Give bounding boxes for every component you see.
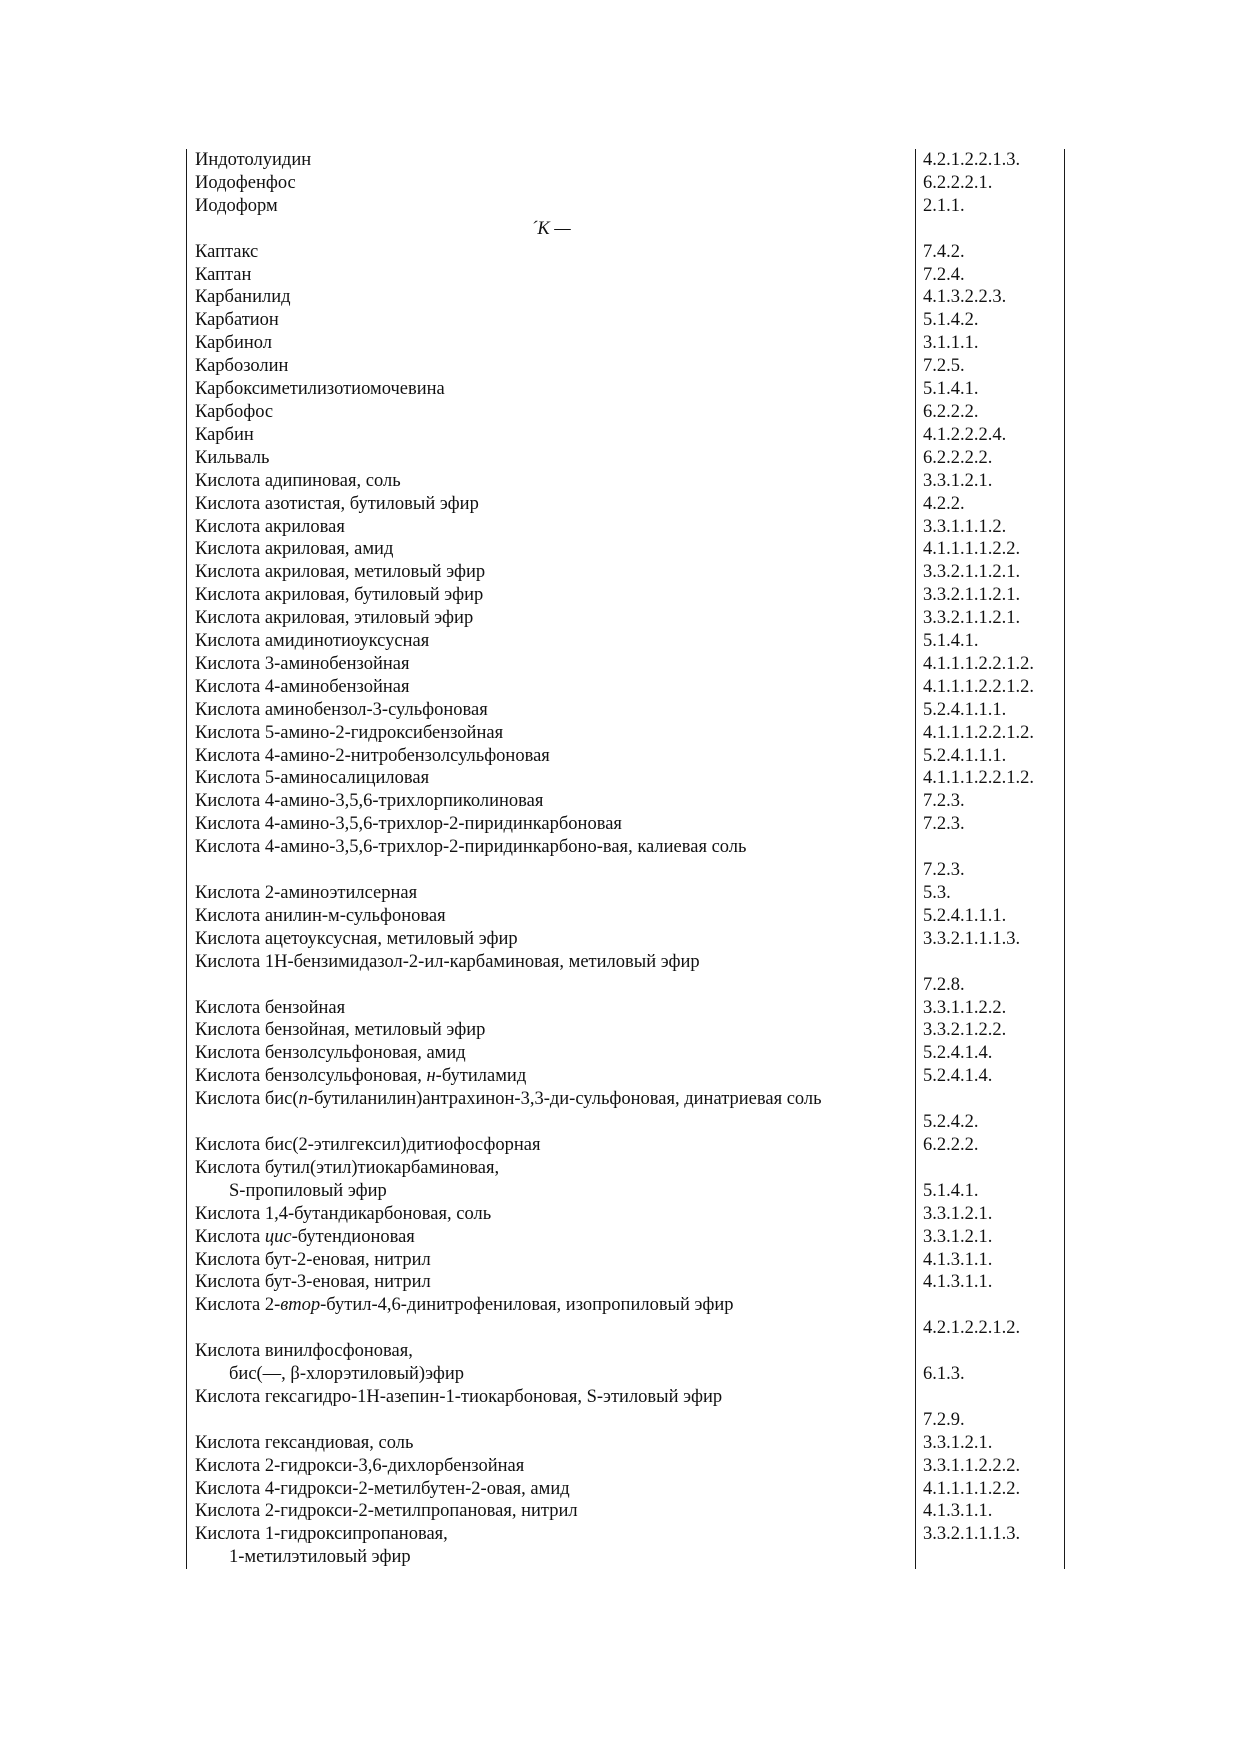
- classification-code: 7.2.8.: [923, 974, 965, 995]
- classification-code: 4.1.1.1.1.2.2.: [923, 539, 1021, 560]
- table-row: [187, 561, 1064, 584]
- substance-name: [187, 1478, 916, 1501]
- classification-code: 7.2.4.: [923, 264, 965, 285]
- classification-code: 7.4.2.: [923, 241, 965, 262]
- substance-name: [187, 1111, 916, 1134]
- table-row: [187, 1317, 1064, 1340]
- substance-name-part: S-пропиловый эфир: [229, 1180, 387, 1201]
- classification-code: 5.2.4.2.: [923, 1112, 979, 1133]
- table-row: [187, 1203, 1064, 1226]
- table-row: [187, 470, 1064, 493]
- substance-name: [187, 1340, 916, 1363]
- substance-name: [187, 172, 916, 195]
- substance-name-part: Кислота бензолсульфоновая, амид: [195, 1043, 466, 1064]
- classification-code: 5.1.4.1.: [923, 379, 979, 400]
- substance-name-part: Кислота 1,4-бутандикарбоновая, соль: [195, 1203, 492, 1224]
- table-row: [187, 1340, 1064, 1363]
- table-row: [187, 676, 1064, 699]
- substance-name: [187, 470, 916, 493]
- substance-name-part: Кислота бензойная, метиловый эфир: [195, 1020, 486, 1041]
- substance-name-part: Кислота азотистая, бутиловый эфир: [195, 493, 479, 514]
- table-row: [187, 584, 1064, 607]
- table-row: [187, 241, 1064, 264]
- table-row: [187, 767, 1064, 790]
- substance-name: [187, 149, 916, 172]
- substance-name-part: Кислота 1Н-бензимидазол-2-ил-карбаминовая, метиловый эфир: [195, 951, 700, 972]
- substance-name: [187, 859, 916, 882]
- classification-code: 5.2.4.1.1.1.: [923, 699, 1007, 720]
- substance-name: [187, 332, 916, 355]
- table-row: [187, 974, 1064, 997]
- table-row: [187, 149, 1064, 172]
- substance-name: [187, 1042, 916, 1065]
- substance-name-italic-part: цис: [264, 1226, 292, 1247]
- classification-code: 3.3.1.2.1.: [923, 470, 993, 491]
- substance-name: [187, 653, 916, 676]
- substance-name-part: Кислота аминобензол-3-сульфоновая: [195, 699, 488, 720]
- classification-code: 4.2.2.: [923, 493, 965, 514]
- substance-name: [187, 974, 916, 997]
- substance-name-part: Кислота акриловая: [195, 516, 345, 537]
- substance-name: [187, 1157, 916, 1180]
- index-table: [186, 149, 1065, 1569]
- substance-name-part: Каптан: [195, 264, 252, 285]
- substance-name: [187, 1363, 916, 1386]
- substance-name-part: Карбатион: [195, 310, 279, 331]
- table-row: [187, 745, 1064, 768]
- substance-name-part: Кислота акриловая, этиловый эфир: [195, 608, 474, 629]
- substance-name: [187, 1226, 916, 1249]
- classification-code: [916, 836, 1064, 859]
- substance-name-part: Кислота акриловая, метиловый эфир: [195, 562, 486, 583]
- table-row: [187, 653, 1064, 676]
- table-row: [187, 1386, 1064, 1409]
- classification-code: 4.1.3.1.1.: [923, 1501, 993, 1522]
- substance-name: [187, 1065, 916, 1088]
- substance-name-part: Карбофос: [195, 401, 274, 422]
- classification-code: 4.1.1.1.2.2.1.2.: [923, 653, 1034, 674]
- classification-code: 3.3.1.1.2.2.: [923, 997, 1007, 1018]
- substance-name-part: Кислота гександиовая, соль: [195, 1432, 414, 1453]
- classification-code: 5.2.4.1.1.1.: [923, 745, 1007, 766]
- substance-name-part: Кислота 4-аминобензойная: [195, 676, 410, 697]
- substance-name: [187, 1386, 916, 1409]
- substance-name: [187, 1546, 916, 1569]
- substance-name: [187, 1409, 916, 1432]
- classification-code: 4.1.1.1.2.2.1.2.: [923, 768, 1034, 789]
- substance-name: [187, 1523, 916, 1546]
- classification-code: 6.2.2.2.: [923, 401, 979, 422]
- table-row: [187, 928, 1064, 951]
- substance-name: [187, 241, 916, 264]
- table-row: [187, 882, 1064, 905]
- classification-code: 4.1.1.1.1.2.2.: [923, 1478, 1021, 1499]
- substance-name: [187, 447, 916, 470]
- table-row: [187, 401, 1064, 424]
- table-row: [187, 1455, 1064, 1478]
- table-row: [187, 1294, 1064, 1317]
- classification-code: 7.2.3.: [923, 814, 965, 835]
- classification-code: 3.3.1.1.2.2.2.: [923, 1455, 1021, 1476]
- table-row: [187, 1523, 1064, 1546]
- substance-name-part: Иодоформ: [195, 195, 278, 216]
- substance-name: [187, 401, 916, 424]
- substance-name: [187, 1203, 916, 1226]
- substance-name: [187, 378, 916, 401]
- substance-name: [187, 928, 916, 951]
- section-header-row: [187, 218, 1064, 241]
- substance-name-part: бис(—, β-хлорэтиловый)эфир: [229, 1364, 465, 1385]
- substance-name-part: Кислота адипиновая, соль: [195, 470, 401, 491]
- table-row: [187, 355, 1064, 378]
- substance-name-part: Карбоксиметилизотиомочевина: [195, 379, 445, 400]
- substance-name: [187, 997, 916, 1020]
- substance-name: [187, 813, 916, 836]
- table-row: [187, 309, 1064, 332]
- substance-name-part: Кислота акриловая, бутиловый эфир: [195, 585, 484, 606]
- substance-name-italic-part: втор: [280, 1295, 321, 1316]
- table-row: [187, 1409, 1064, 1432]
- classification-code: [916, 218, 1064, 241]
- substance-name-part: Карбанилид: [195, 287, 291, 308]
- substance-name: [187, 836, 916, 859]
- substance-name-part: Кислота 2-аминоэтилсерная: [195, 883, 418, 903]
- substance-name: [187, 905, 916, 928]
- classification-code: 3.3.2.1.1.2.1.: [923, 562, 1021, 583]
- substance-name: [187, 767, 916, 790]
- substance-name-part: -бутиламид: [435, 1066, 527, 1087]
- substance-name: [187, 424, 916, 447]
- substance-name: [187, 630, 916, 653]
- table-row: [187, 607, 1064, 630]
- table-row: [187, 1019, 1064, 1042]
- substance-name-part: Кислота 4-амино-3,5,6-трихлор-2-пиридинкарбоно-вая, калиевая соль: [195, 837, 747, 858]
- classification-code: 5.2.4.1.1.1.: [923, 905, 1007, 926]
- classification-code: 3.1.1.1.: [923, 333, 979, 354]
- table-row: [187, 538, 1064, 561]
- substance-name-part: Кислота ацетоуксусная, метиловый эфир: [195, 928, 518, 949]
- table-row: [187, 264, 1064, 287]
- table-row: [187, 722, 1064, 745]
- table-row: [187, 630, 1064, 653]
- table-row: [187, 905, 1064, 928]
- classification-code: 3.3.1.2.1.: [923, 1203, 993, 1224]
- classification-code: 2.1.1.: [923, 195, 965, 216]
- table-row: [187, 493, 1064, 516]
- substance-name-part: Кислота 5-аминосалициловая: [195, 768, 430, 789]
- classification-code: 4.1.1.1.2.2.1.2.: [923, 722, 1034, 743]
- classification-code: 5.3.: [923, 883, 951, 903]
- classification-code: 4.2.1.2.2.1.2.: [923, 1318, 1021, 1339]
- substance-name-part: Кислота 2-: [195, 1295, 281, 1316]
- substance-name: [187, 699, 916, 722]
- classification-code: 7.2.3.: [923, 860, 965, 881]
- classification-code: 5.1.4.1.: [923, 631, 979, 652]
- substance-name: [187, 1432, 916, 1455]
- substance-name-part: Кислота бензойная: [195, 997, 346, 1018]
- classification-code: [916, 1294, 1064, 1317]
- table-row: [187, 790, 1064, 813]
- table-row: [187, 997, 1064, 1020]
- classification-code: 6.2.2.2.2.: [923, 447, 993, 468]
- substance-name: [187, 355, 916, 378]
- substance-name-part: Кислота: [195, 1226, 265, 1247]
- substance-name: [187, 1294, 916, 1317]
- table-row: [187, 1226, 1064, 1249]
- substance-name-part: Кислота 4-гидрокси-2-метилбутен-2-овая, амид: [195, 1478, 570, 1499]
- substance-name-part: Кислота 4-амино-3,5,6-трихлор-2-пиридинкарбоновая: [195, 814, 622, 835]
- substance-name: [187, 1180, 916, 1203]
- substance-name-part: Кислота акриловая, амид: [195, 539, 394, 560]
- substance-name-part: Кислота 2-гидрокси-3,6-дихлорбензойная: [195, 1455, 525, 1476]
- table-row: [187, 813, 1064, 836]
- table-row: [187, 1249, 1064, 1272]
- section-title: ´К —: [187, 218, 916, 241]
- table-row: [187, 1363, 1064, 1386]
- substance-name-part: Иодофенфос: [195, 172, 296, 193]
- substance-name-part: Кислота 1-гидроксипропановая,: [195, 1524, 448, 1545]
- substance-name-part: -бутиланилин)антрахинон-3,3-ди-сульфоновая, динатриевая соль: [307, 1089, 822, 1110]
- table-row: [187, 951, 1064, 974]
- substance-name: [187, 286, 916, 309]
- classification-code: 3.3.1.2.1.: [923, 1226, 993, 1247]
- substance-name-part: Индотолуидин: [195, 150, 312, 170]
- classification-code: [916, 1340, 1064, 1363]
- substance-name-part: Кислота 2-гидрокси-2-метилпропановая, нитрил: [195, 1501, 578, 1522]
- table-row: [187, 1088, 1064, 1111]
- substance-name: [187, 745, 916, 768]
- classification-code: 6.2.2.2.1.: [923, 172, 993, 193]
- substance-name: [187, 951, 916, 974]
- classification-code: [916, 1546, 1064, 1569]
- substance-name: [187, 607, 916, 630]
- classification-code: 4.2.1.2.2.1.3.: [923, 150, 1021, 170]
- table-row: [187, 1546, 1064, 1569]
- table-row: [187, 172, 1064, 195]
- substance-name: [187, 584, 916, 607]
- substance-name-part: Каптакс: [195, 241, 259, 262]
- classification-code: 6.1.3.: [923, 1364, 965, 1385]
- substance-name-part: Кислота винилфосфоновая,: [195, 1341, 413, 1362]
- substance-name-part: -бутендионовая: [291, 1226, 415, 1247]
- classification-code: 3.3.2.1.1.2.1.: [923, 608, 1021, 629]
- table-row: [187, 859, 1064, 882]
- substance-name-part: Кислота гексагидро-1Н-азепин-1-тиокарбоновая, S-этиловый эфир: [195, 1386, 723, 1407]
- table-row: [187, 1134, 1064, 1157]
- table-row: [187, 1157, 1064, 1180]
- classification-code: 4.1.1.1.2.2.1.2.: [923, 676, 1034, 697]
- substance-name: [187, 676, 916, 699]
- table-row: [187, 1478, 1064, 1501]
- substance-name-part: Карбозолин: [195, 356, 289, 377]
- classification-code: [916, 1088, 1064, 1111]
- substance-name: [187, 561, 916, 584]
- table-row: [187, 286, 1064, 309]
- substance-name: [187, 309, 916, 332]
- table-row: [187, 1042, 1064, 1065]
- substance-name-part: Кислота 5-амино-2-гидроксибензойная: [195, 722, 504, 743]
- table-row: [187, 378, 1064, 401]
- classification-code: 7.2.5.: [923, 356, 965, 377]
- substance-name-part: 1-метилэтиловый эфир: [229, 1547, 411, 1568]
- substance-name-part: Кислота бутил(этил)тиокарбаминовая,: [195, 1157, 500, 1178]
- substance-name: [187, 516, 916, 539]
- substance-name: [187, 264, 916, 287]
- table-row: [187, 1180, 1064, 1203]
- classification-code: 3.3.2.1.1.1.3.: [923, 1524, 1021, 1545]
- table-row: [187, 424, 1064, 447]
- classification-code: 4.1.2.2.2.4.: [923, 424, 1007, 445]
- substance-name-italic-part: н: [426, 1066, 436, 1087]
- substance-name: [187, 1249, 916, 1272]
- substance-name-italic-part: п: [298, 1089, 308, 1110]
- classification-code: 4.1.3.2.2.3.: [923, 287, 1007, 308]
- substance-name: [187, 790, 916, 813]
- substance-name-part: Карбинол: [195, 333, 273, 354]
- classification-code: 6.2.2.2.: [923, 1134, 979, 1155]
- classification-code: 3.3.1.2.1.: [923, 1432, 993, 1453]
- substance-name: [187, 538, 916, 561]
- substance-name-part: Кислота 4-амино-2-нитробензолсульфоновая: [195, 745, 550, 766]
- table-row: [187, 516, 1064, 539]
- table-row: [187, 1065, 1064, 1088]
- substance-name: [187, 1500, 916, 1523]
- substance-name-part: -бутил-4,6-динитрофениловая, изопропиловый эфир: [320, 1295, 734, 1316]
- classification-code: 3.3.2.1.1.2.1.: [923, 585, 1021, 606]
- classification-code: [916, 1157, 1064, 1180]
- table-row: [187, 1111, 1064, 1134]
- classification-code: 5.2.4.1.4.: [923, 1043, 993, 1064]
- classification-code: 4.1.3.1.1.: [923, 1272, 993, 1293]
- classification-code: [916, 1386, 1064, 1409]
- substance-name: [187, 1134, 916, 1157]
- substance-name: [187, 195, 916, 218]
- classification-code: 7.2.9.: [923, 1409, 965, 1430]
- substance-name: [187, 1455, 916, 1478]
- substance-name-part: Кислота бис(: [195, 1089, 299, 1110]
- substance-name-part: Кильваль: [195, 447, 270, 468]
- substance-name-part: Кислота амидинотиоуксусная: [195, 631, 430, 652]
- substance-name-part: Карбин: [195, 424, 254, 445]
- classification-code: 3.3.2.1.2.2.: [923, 1020, 1007, 1041]
- substance-name: [187, 1088, 916, 1111]
- substance-name-part: Кислота бензолсульфоновая,: [195, 1066, 427, 1087]
- table-row: [187, 1432, 1064, 1455]
- table-row: [187, 1500, 1064, 1523]
- substance-name: [187, 1271, 916, 1294]
- table-row: [187, 836, 1064, 859]
- substance-name: [187, 1019, 916, 1042]
- substance-name: [187, 882, 916, 905]
- substance-name-part: Кислота бис(2-этилгексил)дитиофосфорная: [195, 1134, 541, 1155]
- table-row: [187, 699, 1064, 722]
- substance-name-part: Кислота бут-3-еновая, нитрил: [195, 1272, 431, 1293]
- table-row: [187, 447, 1064, 470]
- substance-name: [187, 1317, 916, 1340]
- classification-code: 3.3.2.1.1.1.3.: [923, 928, 1021, 949]
- substance-name-part: Кислота бут-2-еновая, нитрил: [195, 1249, 431, 1270]
- classification-code: 3.3.1.1.1.2.: [923, 516, 1007, 537]
- classification-code: 5.1.4.1.: [923, 1180, 979, 1201]
- substance-name-part: Кислота 4-амино-3,5,6-трихлорпиколиновая: [195, 791, 544, 812]
- substance-name-part: Кислота анилин-м-сульфоновая: [195, 905, 446, 926]
- classification-code: 5.2.4.1.4.: [923, 1066, 993, 1087]
- substance-name-part: Кислота 3-аминобензойная: [195, 653, 410, 674]
- classification-code: 7.2.3.: [923, 791, 965, 812]
- substance-name: [187, 493, 916, 516]
- table-row: [187, 195, 1064, 218]
- table-row: [187, 332, 1064, 355]
- classification-code: 5.1.4.2.: [923, 310, 979, 331]
- classification-code: [916, 951, 1064, 974]
- classification-code: 4.1.3.1.1.: [923, 1249, 993, 1270]
- substance-name: [187, 722, 916, 745]
- table-row: [187, 1271, 1064, 1294]
